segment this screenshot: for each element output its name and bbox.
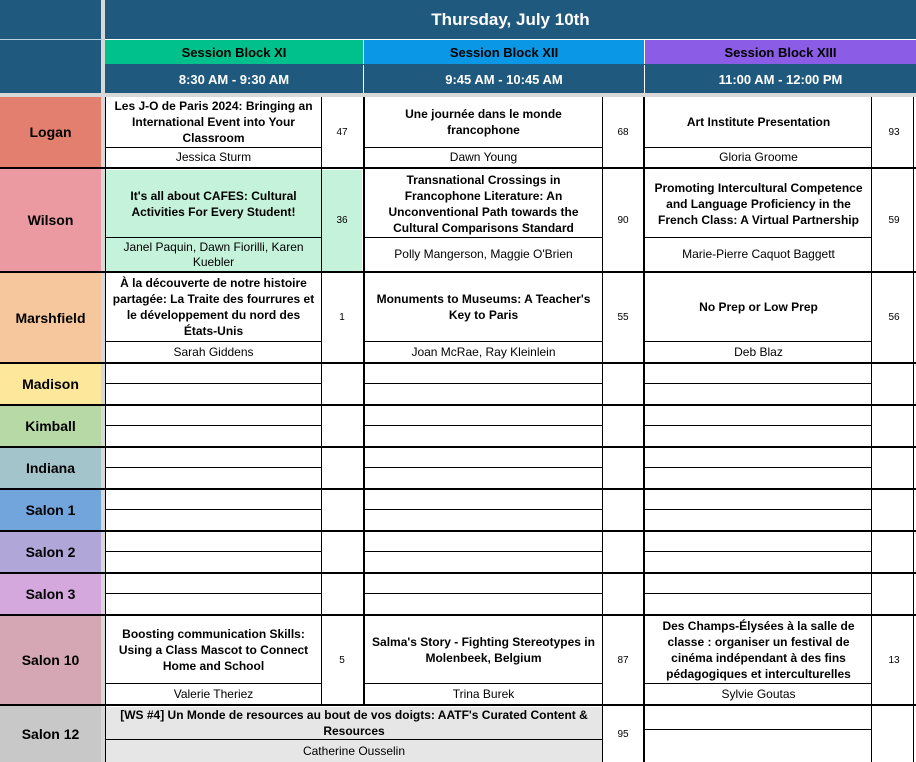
grid-line xyxy=(871,97,872,762)
grid-line xyxy=(364,551,603,552)
session-number: 1 xyxy=(339,312,345,323)
room-label-logan: Logan xyxy=(0,97,101,167)
grid-line xyxy=(364,383,603,384)
session-speaker: Janel Paquin, Dawn Fiorilli, Karen Kuebler xyxy=(123,239,304,269)
session-number: 36 xyxy=(336,215,348,226)
session-speaker: Deb Blaz xyxy=(734,344,783,359)
room-label-marshfield: Marshfield xyxy=(0,273,101,362)
session-speaker: Valerie Theriez xyxy=(173,686,254,701)
grid-line xyxy=(364,593,603,594)
session-number: 93 xyxy=(888,126,900,138)
session-speaker: Joan McRae, Ray Kleinlein xyxy=(411,344,556,359)
session-title: Transnational Crossings in Francophone Literature: An Unconventional Path towards the Cultural Comparisons Standard xyxy=(388,172,579,235)
grid-line xyxy=(913,97,914,762)
grid-line xyxy=(645,683,872,684)
block-header-xi: Session Block XI xyxy=(105,40,363,64)
block-time-xii: 9:45 AM - 10:45 AM xyxy=(364,65,644,93)
room-label-wilson: Wilson xyxy=(0,169,101,271)
session-title: No Prep or Low Prep xyxy=(699,300,818,314)
grid-line xyxy=(645,467,872,468)
session-speaker: Marie-Pierre Caquot Baggett xyxy=(682,247,835,261)
grid-line xyxy=(645,729,872,730)
room-label-salon-12: Salon 12 xyxy=(0,706,101,762)
grid-line xyxy=(0,488,916,490)
grid-line xyxy=(644,40,645,93)
session-title: À la découverte de notre histoire partagée: La Traite des fourrures et le développement du nord des États-Unis xyxy=(112,276,315,338)
grid-line xyxy=(105,97,106,762)
grid-line xyxy=(0,362,916,364)
session-number: 13 xyxy=(888,654,900,666)
session-title: Une journée dans le monde francophone xyxy=(405,107,562,137)
grid-line xyxy=(105,147,322,148)
grid-line xyxy=(363,97,365,706)
session-title: Art Institute Presentation xyxy=(686,115,831,129)
session-title: Salma's Story - Fighting Stereotypes in Molenbeek, Belgium xyxy=(372,634,595,665)
session-number: 95 xyxy=(617,729,629,740)
grid-line xyxy=(105,383,322,384)
grid-line xyxy=(0,572,916,574)
room-label-kimball: Kimball xyxy=(0,406,101,446)
grid-line xyxy=(105,551,322,552)
session-speaker: Trina Burek xyxy=(452,686,515,701)
room-label-salon-1: Salon 1 xyxy=(0,490,101,530)
grid-line xyxy=(105,64,916,65)
grid-line xyxy=(364,147,603,148)
session-number: 90 xyxy=(617,215,629,226)
grid-line xyxy=(105,509,322,510)
block-header-xii: Session Block XII xyxy=(364,40,644,64)
grid-line xyxy=(643,97,645,762)
grid-line xyxy=(0,530,916,532)
grid-line xyxy=(645,509,872,510)
grid-line xyxy=(105,237,322,238)
session-speaker: Sylvie Goutas xyxy=(721,686,796,701)
grid-line xyxy=(602,97,603,762)
session-number: 68 xyxy=(617,126,629,138)
session-speaker: Polly Mangerson, Maggie O'Brien xyxy=(394,247,573,261)
session-speaker: Catherine Ousselin xyxy=(302,743,406,758)
block-header-xiii: Session Block XIII xyxy=(645,40,916,64)
room-label-salon-3: Salon 3 xyxy=(0,574,101,614)
grid-line xyxy=(0,404,916,406)
session-number: 87 xyxy=(617,654,629,666)
grid-line xyxy=(645,551,872,552)
grid-line xyxy=(364,425,603,426)
session-title: Promoting Intercultural Competence and Language Proficiency in the French Class: A Virtual Partnership xyxy=(654,180,863,227)
grid-line xyxy=(0,446,916,448)
session-speaker: Jessica Sturm xyxy=(175,150,252,164)
block-time-xi: 8:30 AM - 9:30 AM xyxy=(105,65,363,93)
room-label-indiana: Indiana xyxy=(0,448,101,488)
grid-line xyxy=(645,383,872,384)
grid-line xyxy=(0,704,916,706)
grid-line xyxy=(645,237,872,238)
room-label-madison: Madison xyxy=(0,364,101,404)
grid-line xyxy=(105,425,322,426)
session-title: Boosting communication Skills: Using a Class Mascot to Connect Home and School xyxy=(118,626,309,673)
grid-line xyxy=(105,593,322,594)
grid-line xyxy=(645,593,872,594)
grid-line xyxy=(0,271,916,273)
session-speaker: Dawn Young xyxy=(449,150,518,164)
grid-line xyxy=(321,97,322,706)
room-label-salon-10: Salon 10 xyxy=(0,616,101,704)
corner-cell xyxy=(0,0,101,39)
session-title: Des Champs-Élysées à la salle de classe : organiser un festival de cinéma indépendant à des fins pédagogiques et interculturelles xyxy=(662,618,855,681)
grid-line xyxy=(364,509,603,510)
grid-line xyxy=(105,683,322,684)
day-header: Thursday, July 10th xyxy=(105,0,916,39)
grid-line xyxy=(645,425,872,426)
session-title: Monuments to Museums: A Teacher's Key to Paris xyxy=(376,292,591,322)
grid-line xyxy=(105,467,322,468)
grid-line xyxy=(0,167,916,169)
grid-line xyxy=(0,39,105,40)
session-number: 5 xyxy=(339,654,345,666)
session-title: [WS #4] Un Monde de resources au bout de vos doigts: AATF's Curated Content & Resources xyxy=(120,708,588,738)
corner-cell xyxy=(0,39,101,93)
grid-line xyxy=(364,467,603,468)
grid-line xyxy=(363,40,364,93)
grid-line xyxy=(645,147,872,148)
grid-line xyxy=(645,341,872,342)
session-number: 55 xyxy=(617,312,629,323)
session-number: 56 xyxy=(888,312,900,323)
session-number: 59 xyxy=(888,215,900,226)
session-speaker: Gloria Groome xyxy=(719,150,798,164)
grid-line xyxy=(0,614,916,616)
session-number: 47 xyxy=(336,126,348,138)
session-speaker: Sarah Giddens xyxy=(173,344,254,359)
grid-line xyxy=(0,93,916,97)
session-title: Les J-O de Paris 2024: Bringing an International Event into Your Classroom xyxy=(114,99,313,145)
session-title: It's all about CAFES: Cultural Activities For Every Student! xyxy=(130,188,297,219)
grid-line xyxy=(364,683,603,684)
grid-line xyxy=(105,39,916,40)
grid-line xyxy=(105,739,603,740)
block-time-xiii: 11:00 AM - 12:00 PM xyxy=(645,65,916,93)
room-label-salon-2: Salon 2 xyxy=(0,532,101,572)
grid-line xyxy=(364,237,603,238)
grid-line xyxy=(105,341,322,342)
grid-line xyxy=(364,341,603,342)
